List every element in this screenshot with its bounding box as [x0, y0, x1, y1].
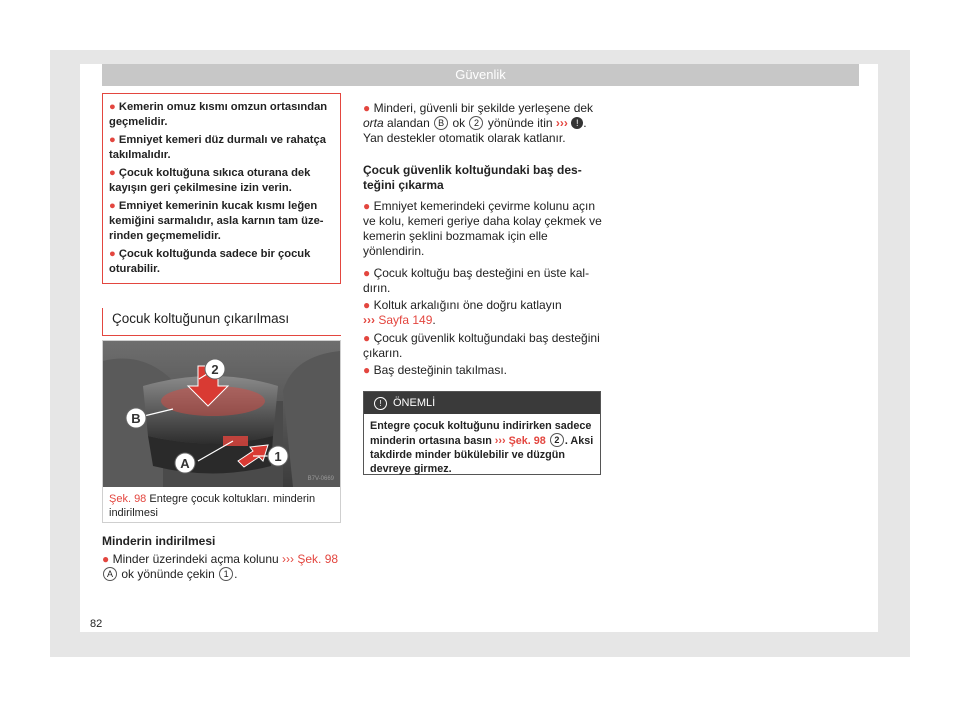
bullet-icon: ● [363, 331, 371, 345]
figure-caption: Şek. 98 Entegre çocuk koltukları. minderin indirilmesi [109, 493, 316, 519]
info-icon: ! [374, 397, 387, 410]
figure-code: B7V-0669 [307, 476, 334, 482]
notice-box [363, 391, 601, 475]
figure-ref: Şek. 98 [109, 493, 147, 505]
arrow-link-icon[interactable]: ››› [555, 116, 568, 130]
svg-text:A: A [180, 456, 190, 471]
paragraph-cushion: ● Minder üzerindeki açma kolunu ››› Şek. 98 A ok yönünde çekin 1 . [102, 552, 339, 581]
warning-item: ● Kemerin omuz kısmı omzun ortasından geçmelidir. [109, 101, 328, 128]
notice-header [364, 392, 600, 414]
bullet-icon: ● [363, 199, 371, 213]
subheading-cushion: Minderin indirilmesi [102, 534, 216, 548]
section-title: Çocuk koltuğunun çıkarılması [102, 308, 341, 336]
bullet-icon: ● [102, 552, 110, 566]
badge-b: B [434, 116, 448, 130]
bullet-icon: ● [109, 167, 116, 179]
svg-text:1: 1 [274, 449, 282, 464]
bullet-icon: ● [109, 101, 116, 113]
page-number: 82 [90, 618, 103, 630]
warning-item: ● Emniyet kemeri düz durmalı ve rahatça takılmalıdır. [109, 134, 326, 161]
list-item: ● Emniyet kemerindeki çevirme kolunu açın ve kolu, kemeri geriye daha kolay çekmek ve kemerin şeklini bozmamak için elle yönlendirin. [363, 199, 602, 258]
page-link[interactable]: Sayfa 149 [378, 313, 433, 327]
badge-a: A [103, 567, 117, 581]
list-item: ● Çocuk koltuğu baş desteğini en üste kaldırın. [363, 266, 590, 295]
svg-text:B: B [131, 411, 141, 426]
bullet-icon: ● [109, 134, 116, 146]
warning-box [102, 93, 341, 284]
list-item: ● Baş desteğinin takılması. [363, 363, 507, 377]
svg-text:2: 2 [211, 362, 219, 377]
list-item: ● Koltuk arkalığını öne doğru katlayın ››› Sayfa 149. [363, 298, 562, 327]
figure-link[interactable]: Şek. 98 [297, 552, 339, 566]
figure-98 [102, 340, 341, 523]
paragraph-push: ● Minderi, güvenli bir şekilde yerleşene dek orta alandan B ok 2 yönünde itin ››› ! . Yan destekler otomatik olarak katlanır. [363, 101, 594, 145]
badge-2: 2 [550, 433, 564, 447]
badge-1: 1 [219, 567, 233, 581]
notice-title: ÖNEMLİ [393, 397, 436, 409]
caution-icon[interactable]: ! [571, 117, 583, 129]
notice-body: Entegre çocuk koltuğunu indirirken sadece minderin ortasına basın ››› Şek. 98 2 . Aksi takdirde minder bükülebilir ve düzgün devreye girmez. [370, 420, 594, 475]
arrow-link-icon[interactable]: ››› [363, 313, 375, 327]
bullet-icon: ● [109, 200, 116, 212]
warning-item: ● Emniyet kemerinin kucak kısmı leğen kemiğini sarmalıdır, asla karnın tam üzerinden geçmemelidir. [109, 200, 324, 242]
bullet-icon: ● [363, 363, 371, 377]
bullet-icon: ● [109, 248, 116, 260]
page-header: Güvenlik [102, 64, 859, 86]
arrow-link-icon[interactable]: ››› [282, 552, 295, 566]
figure-link[interactable]: Şek. 98 [508, 435, 546, 447]
warning-item: ● Çocuk koltuğuna sıkıca oturana dek kayışın geri çekilmesine izin verin. [109, 167, 311, 194]
armrest-illustration [103, 341, 340, 487]
list-item: ● Çocuk güvenlik koltuğundaki baş desteğini çıkarın. [363, 331, 600, 360]
bullet-icon: ● [363, 266, 371, 280]
badge-2: 2 [469, 116, 483, 130]
arrow-link-icon[interactable]: ››› [494, 435, 506, 447]
warning-item: ● Çocuk koltuğunda sadece bir çocuk oturabilir. [109, 248, 311, 275]
bullet-icon: ● [363, 101, 371, 115]
bullet-icon: ● [363, 298, 371, 312]
subheading-headrest: Çocuk güvenlik koltuğundaki baş desteğini çıkarma [363, 163, 582, 192]
